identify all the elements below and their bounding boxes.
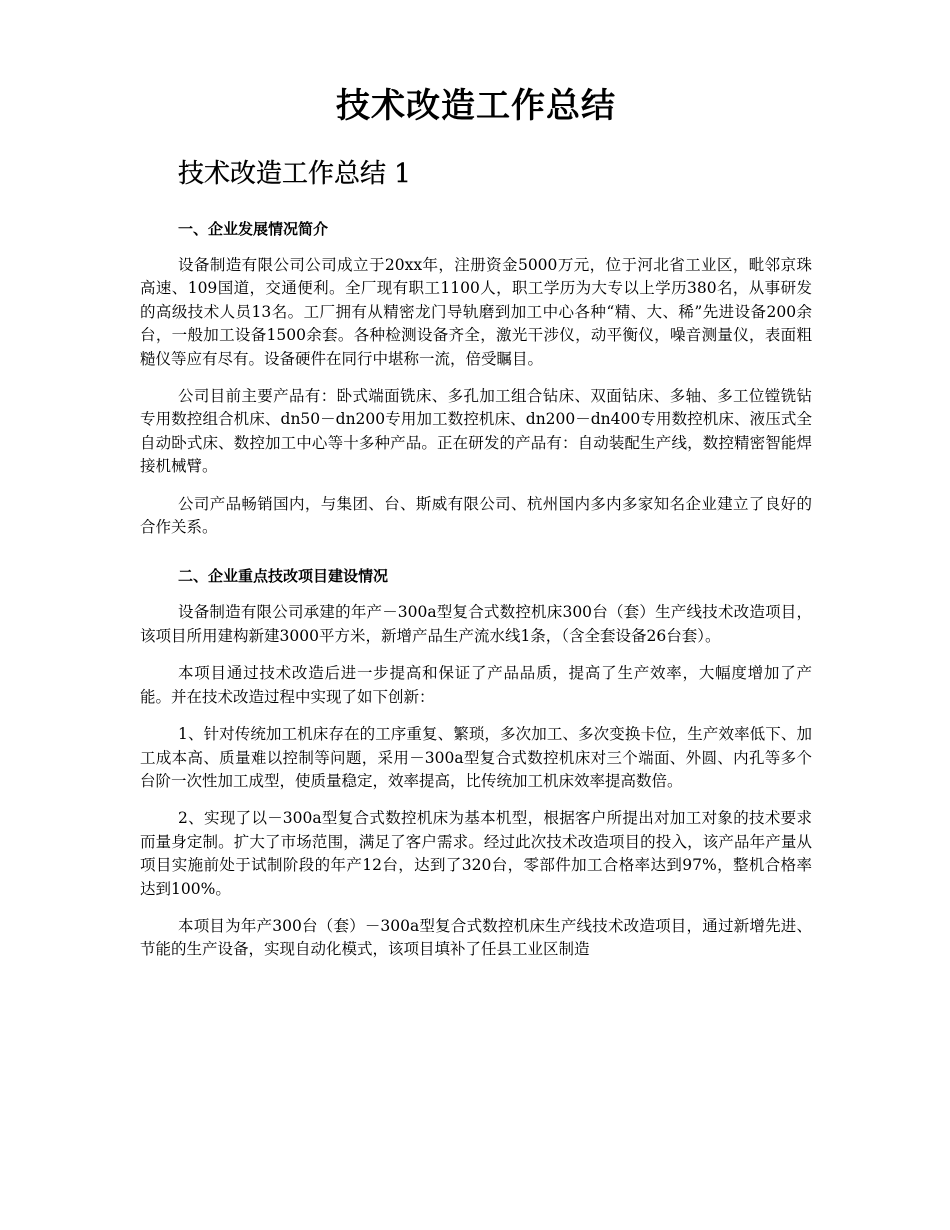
paragraph-innovation-2: 2、实现了以－300a型复合式数控机床为基本机型，根据客户所提出对加工对象的技术要求而量身定制。扩大了市场范围，满足了客户需求。经过此次技术改造项目的投入，该产品年产量从项目实施前处于试制阶段的年产12台，达到了320台，零部件加工合格率达到97%，整机合格率达到100%。 <box>140 809 812 898</box>
document-page <box>140 70 812 962</box>
heading-key-projects: 二、企业重点技改项目建设情况 <box>178 567 389 586</box>
paragraph-company-intro: 设备制造有限公司公司成立于20xx年，注册资金5000万元，位于河北省工业区，毗邻京珠高速、109国道，交通便利。全厂现有职工1100人，职工学历为大专以上学历380名，从事研发的高级技术人员13名。工厂拥有从精密龙门导轨磨到加工中心各种“精、大、稀”先进设备200余台，一般加工设备1500余套。各种检测设备齐全，激光干涉仪，动平衡仪，噪音测量仪，表面粗糙仪等应有尽有。设备硬件在同行中堪称一流，倍受瞩目。 <box>140 256 812 368</box>
paragraph-project-benefits: 本项目通过技术改造后进一步提高和保证了产品品质，提高了生产效率，大幅度增加了产能。并在技术改造过程中实现了如下创新： <box>140 664 812 706</box>
paragraph-main-products: 公司目前主要产品有：卧式端面铣床、多孔加工组合钻床、双面钻床、多轴、多工位镗铣钻专用数控组合机床、dn50－dn200专用加工数控机床、dn200－dn400专用数控机床、液压式全自动卧式床、数控加工中心等十多种产品。正在研发的产品有：自动装配生产线，数控精密智能焊接机械臂。 <box>140 387 812 476</box>
paragraph-project-scope: 设备制造有限公司承建的年产－300a型复合式数控机床300台（套）生产线技术改造项目，该项目所用建构新建3000平方米，新增产品生产流水线1条，（含全套设备26台套）。 <box>140 603 812 645</box>
document-title: 技术改造工作总结 <box>336 86 616 126</box>
paragraph-partners: 公司产品畅销国内，与集团、台、斯威有限公司、杭州国内多内多家知名企业建立了良好的合作关系。 <box>140 494 812 537</box>
section-title: 技术改造工作总结 1 <box>178 159 411 189</box>
heading-enterprise-overview: 一、企业发展情况简介 <box>178 220 329 238</box>
paragraph-innovation-1: 1、针对传统加工机床存在的工序重复、繁琐，多次加工、多次变换卡位，生产效率低下、加工成本高、质量难以控制等问题，采用－300a型复合式数控机床对三个端面、外圆、内孔等多个台阶一次性加工成型，使质量稳定，效率提高，比传统加工机床效率提高数倍。 <box>140 725 812 790</box>
paragraph-project-summary: 本项目为年产300台（套）－300a型复合式数控机床生产线技术改造项目，通过新增先进、节能的生产设备，实现自动化模式，该项目填补了任县工业区制造 <box>140 916 812 959</box>
